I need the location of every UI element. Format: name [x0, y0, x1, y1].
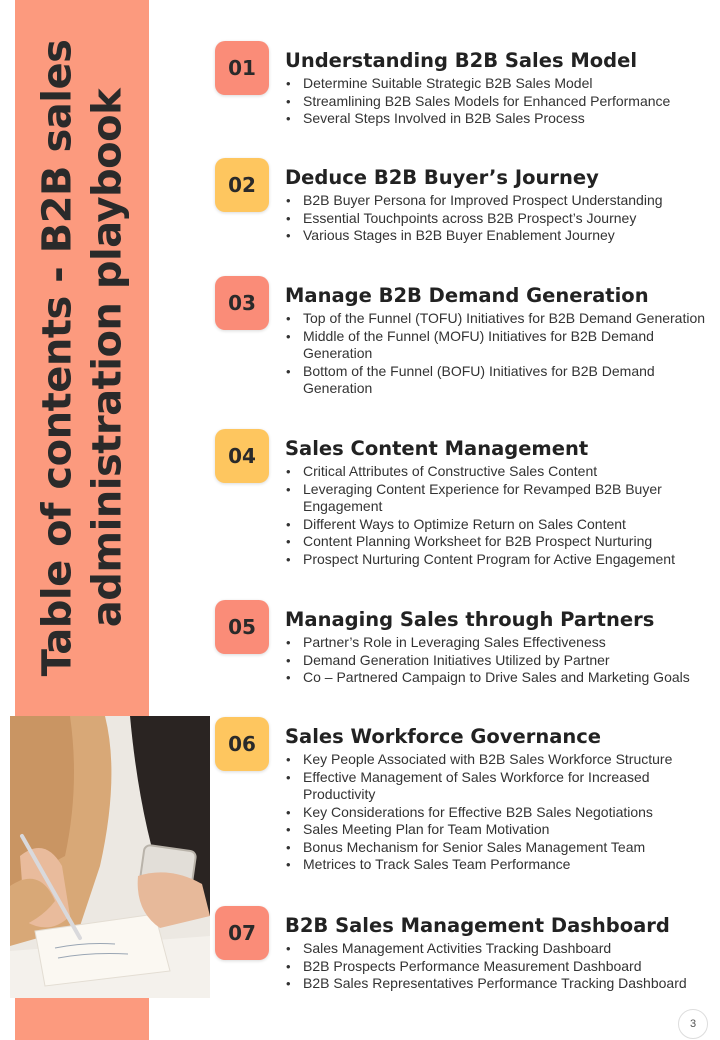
section-number-badge: 04	[215, 429, 269, 483]
page-title-line-2: administration playbook	[84, 88, 131, 627]
list-item: • Bottom of the Funnel (BOFU) Initiatives for B2B Demand Generation	[285, 363, 715, 398]
list-item: • Sales Meeting Plan for Team Motivation	[285, 821, 715, 839]
section-title: B2B Sales Management Dashboard	[285, 914, 670, 937]
list-item: • Prospect Nurturing Content Program for Active Engagement	[285, 551, 715, 569]
list-item: • Top of the Funnel (TOFU) Initiatives for B2B Demand Generation	[285, 310, 715, 328]
section-number-badge: 05	[215, 600, 269, 654]
list-item: • Demand Generation Initiatives Utilized by Partner	[285, 652, 715, 670]
list-item: • B2B Sales Representatives Performance Tracking Dashboard	[285, 975, 715, 993]
page-title	[20, 39, 145, 676]
section-title: Manage B2B Demand Generation	[285, 284, 649, 307]
list-item: • B2B Buyer Persona for Improved Prospect Understanding	[285, 192, 715, 210]
section-title: Sales Workforce Governance	[285, 725, 602, 748]
list-item: • Bonus Mechanism for Senior Sales Management Team	[285, 839, 715, 857]
list-item: • Leveraging Content Experience for Revamped B2B Buyer Engagement	[285, 481, 715, 516]
section-number-badge: 07	[215, 906, 269, 960]
list-item: • Streamlining B2B Sales Models for Enhanced Performance	[285, 93, 715, 111]
section-items	[285, 751, 715, 874]
page-number: 3	[678, 1009, 708, 1039]
page-title-line-1: Table of contents - B2B sales	[34, 39, 81, 676]
section-number-badge: 03	[215, 276, 269, 330]
list-item: • Essential Touchpoints across B2B Prospect’s Journey	[285, 210, 715, 228]
list-item: • Middle of the Funnel (MOFU) Initiatives for B2B Demand Generation	[285, 328, 715, 363]
section-title: Deduce B2B Buyer’s Journey	[285, 166, 599, 189]
hands-writing-photo	[10, 716, 210, 998]
list-item: • Sales Management Activities Tracking Dashboard	[285, 940, 715, 958]
section-items	[285, 310, 715, 398]
list-item: • B2B Prospects Performance Measurement Dashboard	[285, 958, 715, 976]
section-items	[285, 463, 715, 568]
list-item: • Key People Associated with B2B Sales Workforce Structure	[285, 751, 715, 769]
section-items	[285, 192, 715, 245]
list-item: • Different Ways to Optimize Return on Sales Content	[285, 516, 715, 534]
list-item: • Content Planning Worksheet for B2B Prospect Nurturing	[285, 533, 715, 551]
section-items	[285, 75, 715, 128]
section-items	[285, 940, 715, 993]
list-item: • Determine Suitable Strategic B2B Sales Model	[285, 75, 715, 93]
section-items	[285, 634, 715, 687]
list-item: • Co – Partnered Campaign to Drive Sales and Marketing Goals	[285, 669, 715, 687]
section-title: Understanding B2B Sales Model	[285, 49, 638, 72]
section-title: Managing Sales through Partners	[285, 608, 655, 631]
list-item: • Critical Attributes of Constructive Sales Content	[285, 463, 715, 481]
section-number-badge: 06	[215, 717, 269, 771]
list-item: • Various Stages in B2B Buyer Enablement Journey	[285, 227, 715, 245]
list-item: • Several Steps Involved in B2B Sales Process	[285, 110, 715, 128]
list-item: • Partner’s Role in Leveraging Sales Effectiveness	[285, 634, 715, 652]
list-item: • Key Considerations for Effective B2B Sales Negotiations	[285, 804, 715, 822]
section-number-badge: 01	[215, 41, 269, 95]
list-item: • Metrices to Track Sales Team Performance	[285, 856, 715, 874]
list-item: • Effective Management of Sales Workforce for Increased Productivity	[285, 769, 715, 804]
section-title: Sales Content Management	[285, 437, 589, 460]
section-number-badge: 02	[215, 158, 269, 212]
